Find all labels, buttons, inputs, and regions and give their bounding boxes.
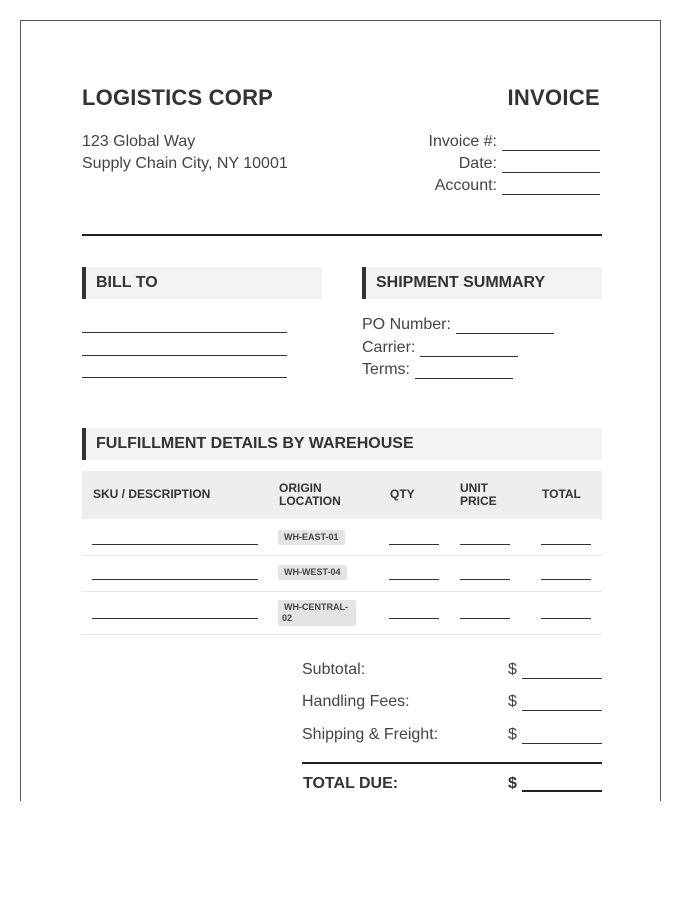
invoice-number-field xyxy=(429,133,600,151)
date-label: Date: xyxy=(458,155,497,172)
qty-blank[interactable] xyxy=(389,618,439,619)
subtotal-currency: $ xyxy=(508,661,517,678)
invoice-page xyxy=(20,20,661,801)
terms-blank[interactable] xyxy=(415,364,513,379)
bill-to-line-3[interactable] xyxy=(82,377,287,378)
total-due-label: TOTAL DUE: xyxy=(303,775,399,792)
bill-to-line-1[interactable] xyxy=(82,332,287,333)
table-row xyxy=(21,592,662,634)
table-row xyxy=(21,519,662,555)
address-line-1: 123 Global Way xyxy=(82,133,196,150)
shipment-summary-heading: SHIPMENT SUMMARY xyxy=(362,267,602,299)
origin-badge: WH-WEST-04 xyxy=(278,565,347,580)
unit-price-blank[interactable] xyxy=(460,618,510,619)
unit-price-blank[interactable] xyxy=(460,579,510,580)
totals-divider xyxy=(302,762,602,764)
handling-fees-currency: $ xyxy=(508,693,517,710)
total-due-currency: $ xyxy=(508,775,517,792)
invoice-number-blank[interactable] xyxy=(502,136,600,151)
company-name: LOGISTICS CORP xyxy=(82,85,274,110)
po-number-label: PO Number: xyxy=(362,316,451,333)
total-blank[interactable] xyxy=(541,618,591,619)
account-blank[interactable] xyxy=(502,180,600,195)
sku-blank[interactable] xyxy=(92,579,258,580)
row-divider xyxy=(82,634,602,635)
total-blank[interactable] xyxy=(541,544,591,545)
col-unit-price-header-line1: UNIT xyxy=(460,481,488,495)
account-field xyxy=(435,177,600,195)
qty-blank[interactable] xyxy=(389,579,439,580)
sku-blank[interactable] xyxy=(92,618,258,619)
bill-to-line-2[interactable] xyxy=(82,355,287,356)
handling-fees-blank[interactable] xyxy=(522,710,602,711)
date-field xyxy=(459,155,600,173)
po-number-field xyxy=(362,316,554,334)
date-blank[interactable] xyxy=(502,158,600,173)
account-label: Account: xyxy=(434,177,497,194)
total-blank[interactable] xyxy=(541,579,591,580)
fulfillment-heading: FULFILLMENT DETAILS BY WAREHOUSE xyxy=(82,428,602,460)
col-origin-header-line1: ORIGIN xyxy=(279,481,322,495)
carrier-field xyxy=(362,339,518,357)
carrier-label: Carrier: xyxy=(362,339,416,356)
table-header xyxy=(82,471,602,519)
col-unit-price-header-line2: PRICE xyxy=(460,494,497,508)
invoice-number-label: Invoice #: xyxy=(428,133,497,150)
terms-label: Terms: xyxy=(362,361,410,378)
origin-badge-line2: 02 xyxy=(282,613,293,623)
shipping-freight-blank[interactable] xyxy=(522,743,602,744)
handling-fees-label: Handling Fees: xyxy=(302,693,410,710)
qty-blank[interactable] xyxy=(389,544,439,545)
col-origin-header-line2: LOCATION xyxy=(279,494,341,508)
table-row xyxy=(21,556,662,591)
address-line-2: Supply Chain City, NY 10001 xyxy=(82,155,288,172)
po-number-blank[interactable] xyxy=(456,319,554,334)
carrier-blank[interactable] xyxy=(420,342,518,357)
sku-blank[interactable] xyxy=(92,544,258,545)
col-total-header: TOTAL xyxy=(542,487,581,501)
terms-field xyxy=(362,361,513,379)
document-title: INVOICE xyxy=(507,85,600,110)
col-sku-header: SKU / DESCRIPTION xyxy=(93,487,211,501)
col-qty-header: QTY xyxy=(390,487,415,501)
total-due-blank[interactable] xyxy=(522,790,602,792)
origin-badge-line1: WH-CENTRAL- xyxy=(284,602,348,612)
origin-badge xyxy=(278,600,356,626)
subtotal-blank[interactable] xyxy=(522,678,602,679)
unit-price-blank[interactable] xyxy=(460,544,510,545)
shipping-freight-currency: $ xyxy=(508,726,517,743)
origin-badge: WH-EAST-01 xyxy=(278,530,345,545)
col-unit-price-header xyxy=(460,482,497,508)
header-divider xyxy=(82,234,602,236)
shipping-freight-label: Shipping & Freight: xyxy=(302,726,439,743)
col-origin-header xyxy=(279,482,341,508)
subtotal-label: Subtotal: xyxy=(302,661,366,678)
bill-to-heading: BILL TO xyxy=(82,267,322,299)
